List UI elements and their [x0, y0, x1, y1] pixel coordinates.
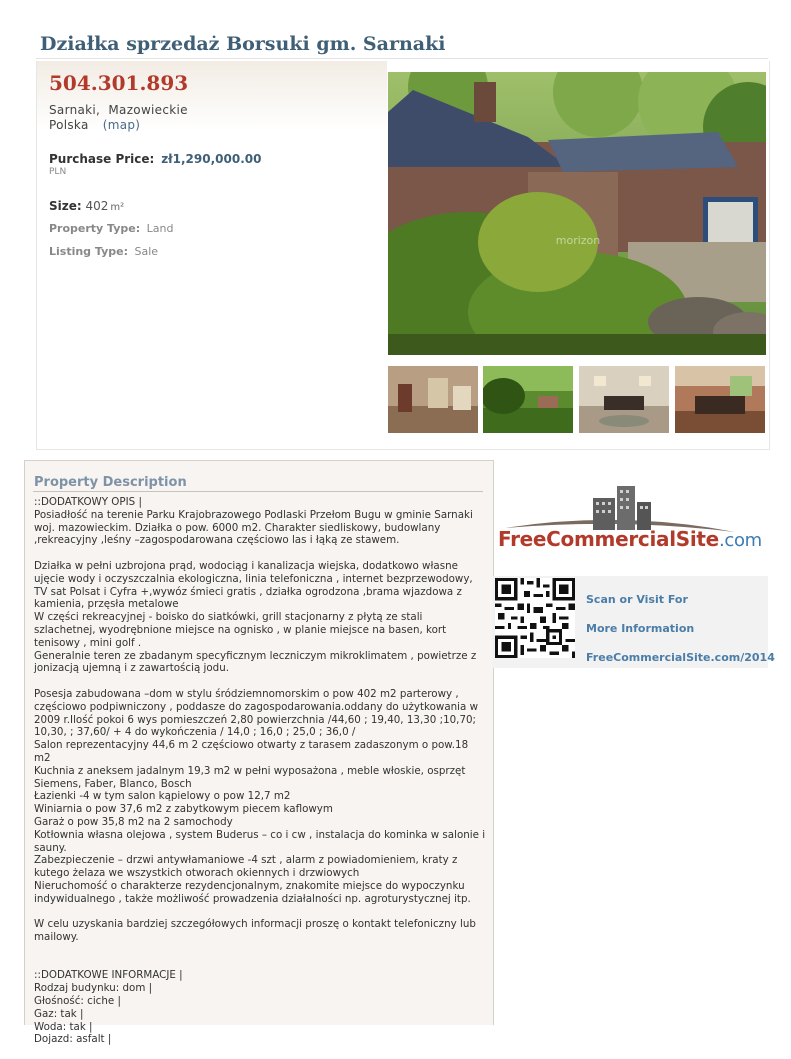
additional-info: ::DODATKOWE INFORMACJE | Rodzaj budynku: dom | Głośność: ciche | Gaz: tak | Woda: tak | Dojazd: asfalt |: [34, 969, 183, 1046]
qr-caption-url[interactable]: FreeCommercialSite.com/2014: [586, 651, 775, 664]
interior-photo: [388, 366, 478, 433]
thumbnail-2[interactable]: [483, 366, 573, 433]
main-property-photo[interactable]: [388, 72, 766, 355]
living-room-photo: [579, 366, 669, 433]
description-text: [34, 496, 486, 1059]
size-row: [49, 199, 124, 213]
salon-photo: [675, 366, 765, 433]
logo-tld: .com: [718, 530, 762, 551]
purchase-price-value: zł1,290,000.00: [161, 152, 262, 166]
page-title: Działka sprzedaż Borsuki gm. Sarnaki: [40, 33, 446, 55]
thumbnail-4[interactable]: [675, 366, 765, 433]
city: Sarnaki,: [49, 103, 101, 117]
size-label: Size:: [49, 199, 82, 213]
qr-code-icon[interactable]: [495, 578, 575, 658]
currency-code: PLN: [49, 167, 67, 177]
description-divider: [33, 491, 483, 492]
property-type-label: Property Type:: [49, 222, 141, 235]
qr-code-graphic: [495, 578, 575, 658]
logo-wordmark[interactable]: [498, 527, 762, 551]
title-divider: [36, 58, 768, 59]
qr-caption-scan: Scan or Visit For: [586, 593, 688, 606]
description-paragraph: Posesja zabudowana –dom w stylu śródziemnomorskim o pow 402 m2 parterowy , częściowo podpiwniczony , poddasze do zagospodarowania.oddany do użytkowania w 2009 r.Ilość pokoi 6 wys pomieszczeń 2,80 powierzchnia /44,60 ; 19,40, 13,30 ;10,70; 10,30, ; 37,60/ + 4 do wykończenia / 14,0 ; 16,0 ; 25,0 ; 36,0 / Salon reprezentacyjny 44,6 m 2 częściowo otwarty z tarasem zadaszonym o pow.18 m2 Kuchnia z aneksem jadalnym 19,3 m2 w pełni wyposażona , meble włoskie, osprzęt Siemens, Faber, Blanco, Bosch Łazienki -4 w tym salon kąpielowy o pow 12,7 m2 Winiarnia o pow 37,6 m2 z zabytkowym piecem kaflowym Garaż o pow 35,8 m2 na 2 samochody Kotłownia własna olejowa , system Buderus – co i cw , instalacja do kominka w salonie i sauny. Zabezpieczenie – drzwi antywłamaniowe -4 szt , alarm z powiadomieniem, kraty z kutego żelaza we wszystkich otworach okiennych i drzwiowych Nieruchomość o charakterze rezydencjonalnym, znakomite miejsce do wypoczynku indywidualnego , także możliwość prowadzenia działalności np. agroturystycznej itp.: [34, 687, 486, 905]
location-line: [49, 103, 188, 117]
thumbnail-3[interactable]: [579, 366, 669, 433]
description-heading: Property Description: [34, 475, 187, 490]
country-line: [49, 118, 140, 132]
description-paragraph: ::DODATKOWY OPIS | Posiadłość na terenie Parku Krajobrazowego Podlaski Przełom Bugu w gminie Sarnaki woj. mazowieckim. Działka o pow. 6000 m2. Charakter siedliskowy, budowlany ,rekreacyjny ,leśny –zagospodarowana częściowo las i łąką ze stawem.: [34, 496, 473, 547]
listing-number: 504.301.893: [49, 71, 189, 95]
listing-type-label: Listing Type:: [49, 245, 128, 258]
photo-watermark: morizon: [555, 234, 601, 247]
logo-name: FreeCommercialSite: [498, 527, 719, 551]
size-value: 402: [85, 199, 109, 213]
listing-type-value: Sale: [134, 245, 159, 258]
map-link[interactable]: (map): [102, 118, 141, 132]
description-paragraph: Działka w pełni uzbrojona prąd, wodociąg i kanalizacja wiejska, dodatkowo własne ujęcie wody i oczyszczalnia ekologiczna, linia telefoniczna , internet bezprzewodowy, TV sat Polsat i Cyfra +,wywóz śmieci gratis , działka ogrodzona ,brama wjazdowa z kamienia, przęsła metalowe W części rekreacyjnej - boisko do siatkówki, grill stacjonarny z płytą ze stali szlachetnej, wyodrębnione miejsce na ognisko , w planie miejsce na basen, kort tenisowy , mini golf . Generalnie teren ze zbadanym specyficznym leczniczym mikroklimatem , powietrze z jonizacją ujemną i z zawartością jodu.: [34, 559, 477, 675]
property-type-value: Land: [146, 222, 174, 235]
region: Mazowieckie: [108, 103, 188, 117]
description-paragraph: W celu uzyskania bardziej szczegółowych informacji proszę o kontakt telefoniczny lub mailowy.: [34, 918, 476, 944]
thumbnail-1[interactable]: [388, 366, 478, 433]
qr-caption-info: More Information: [586, 622, 695, 635]
purchase-price-label: Purchase Price:: [49, 152, 155, 166]
purchase-price: [49, 152, 261, 166]
garden-photo: [483, 366, 573, 433]
size-unit: m²: [110, 202, 125, 213]
house-photo: [388, 72, 766, 355]
property-type-row: [49, 222, 174, 235]
country: Polska: [49, 118, 89, 132]
listing-type-row: [49, 245, 158, 258]
